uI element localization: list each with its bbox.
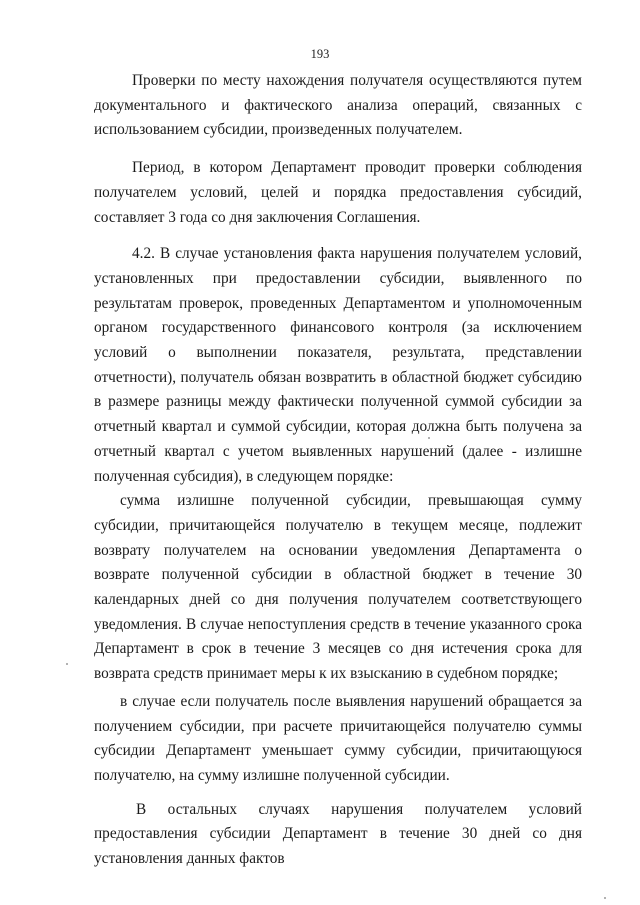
document-body bbox=[94, 60, 582, 872]
scan-speck bbox=[428, 437, 430, 439]
scan-speck bbox=[604, 897, 606, 899]
scan-speck bbox=[66, 663, 68, 665]
page-number: 193 bbox=[310, 47, 330, 61]
paragraph-section-4-2: 4.2. В случае установления факта нарушения получателем условий, установленных при предоставлении субсидии, выявленного по результатам проверок, проведенных Департаментом и уполномоченным органом государственного финансового контроля (за исключением условий о выполнении показателя, результата, представлении отчетности), получатель обязан возвратить в областной бюджет субсидию в размере разницы между фактически полученной суммой субсидии за отчетный квартал и суммой субсидии, которая должна быть получена за отчетный квартал с учетом выявленных нарушений (далее - излишне полученная субсидия), в следующем порядке: bbox=[94, 245, 582, 485]
paragraph-excess-subsidy-return: сумма излишне полученной субсидии, превышающая сумму субсидии, причитающейся получателю в текущем месяце, подлежит возврату получателем на основании уведомления Департамента о возврате полученной субсидии в областной бюджет в течение 30 календарных дней со дня получения получателем соответствующего уведомления. В случае непоступления средств в течение указанного срока Департамент в срок в течение 3 месяцев со дня истечения срока для возврата средств принимает меры к их взысканию в судебном порядке; bbox=[94, 492, 582, 683]
paragraph-verification-period: Период, в котором Департамент проводит проверки соблюдения получателем условий, целей и порядка предоставления субсидий, составляет 3 года со дня заключения Соглашения. bbox=[94, 159, 582, 226]
paragraph-verification-location: Проверки по месту нахождения получателя осуществляются путем документального и фактического анализа операций, связанных с использованием субсидии, произведенных получателем. bbox=[94, 72, 582, 139]
paragraph-other-violations: В остальных случаях нарушения получателем условий предоставления субсидии Департамент в течение 30 дней со дня установления данных фактов bbox=[94, 800, 582, 868]
paragraph-subsidy-reduction: в случае если получатель после выявления нарушений обращается за получением субсидии, при расчете причитающейся получателю суммы субсидии Департамент уменьшает сумму субсидии, причитающуюся получателю, на сумму излишне полученной субсидии. bbox=[94, 692, 582, 784]
